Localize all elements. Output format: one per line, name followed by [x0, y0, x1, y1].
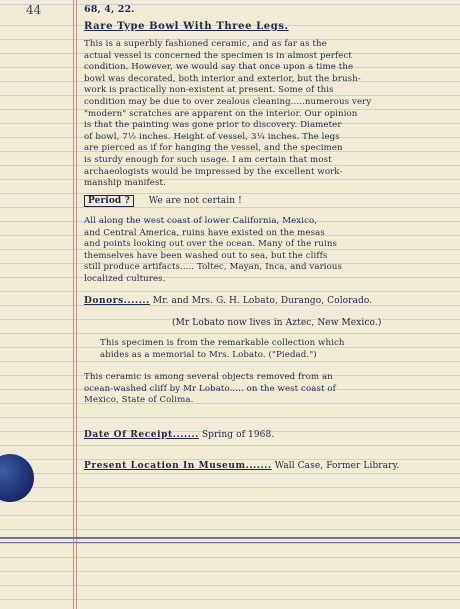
donors-label: Donors.......: [84, 296, 150, 306]
entry-title: Rare Type Bowl With Three Legs.: [84, 21, 289, 32]
donors-note: (Mr Lobato now lives in Aztec, New Mexico.): [172, 318, 382, 328]
memorial-paragraph: [100, 338, 452, 361]
provenance-line: Mexico, State of Colima.: [84, 395, 194, 406]
description-line: "modern" scratches are apparent on the interior. Our opinion: [84, 108, 358, 119]
receipt-label: Date Of Receipt.......: [84, 430, 199, 440]
double-rule: [0, 537, 460, 539]
description-paragraph: [84, 39, 456, 190]
period-paragraph: [84, 216, 456, 286]
donors-line: [84, 296, 456, 308]
period-text-line: still produce artifacts..... Toltec, Mayan, Inca, and various: [84, 262, 343, 273]
location-value: Wall Case, Former Library.: [274, 461, 400, 471]
receipt-line: [84, 430, 456, 442]
description-line: is sturdy enough for such usage. I am certain that most: [84, 154, 332, 165]
location-line: [84, 461, 456, 473]
description-line: is that the painting was gone prior to discovery. Diameter: [84, 120, 342, 131]
provenance-line: ocean-washed cliff by Mr Lobato..... on the west coast of: [84, 383, 336, 394]
period-text-line: localized cultures.: [84, 273, 166, 284]
description-line: are pierced as if for hanging the vessel, and the specimen: [84, 143, 343, 154]
description-line: condition may be due to over zealous cleaning.....numerous very: [84, 96, 372, 107]
margin-line: [73, 0, 74, 609]
description-line: condition. However, we would say that once upon a time the: [84, 62, 354, 73]
margin-line: [76, 0, 77, 609]
description-line: bowl was decorated, both interior and exterior, but the brush-: [84, 73, 361, 84]
period-text-line: and Central America, ruins have existed on the mesas: [84, 227, 325, 238]
period-text-line: All along the west coast of lower California, Mexico,: [84, 216, 318, 226]
period-text-line: themselves have been washed out to sea, but the cliffs: [84, 250, 328, 261]
provenance-line: This ceramic is among several objects removed from an: [84, 372, 333, 382]
period-value: We are not certain !: [148, 196, 242, 206]
entry-date: 68, 4, 22.: [84, 4, 135, 15]
description-line: work is practically non-existent at present. Some of this: [84, 85, 334, 96]
memorial-line: This specimen is from the remarkable collection which: [100, 338, 345, 348]
description-line: actual vessel is concerned the specimen is in almost perfect: [84, 50, 352, 61]
binding-hole: [0, 454, 34, 502]
period-text-line: and points looking out over the ocean. Many of the ruins: [84, 239, 337, 250]
provenance-paragraph: [84, 372, 456, 407]
description-line: of bowl, 7½ inches. Height of vessel, 3¼ inches. The legs: [84, 131, 340, 142]
description-line: archaeologists would be impressed by the excellent work-: [84, 166, 343, 177]
period-line: [84, 196, 456, 208]
double-rule: [0, 542, 460, 543]
page-number: 44: [26, 3, 42, 17]
receipt-value: Spring of 1968.: [201, 430, 275, 440]
description-line: manship manifest.: [84, 178, 166, 189]
memorial-line: abides as a memorial to Mrs. Lobato. ("Piedad."): [100, 349, 317, 360]
location-label: Present Location In Museum.......: [84, 461, 272, 471]
donors-value: Mr. and Mrs. G. H. Lobato, Durango, Colorado.: [152, 296, 373, 306]
description-line: This is a superbly fashioned ceramic, and as far as the: [84, 39, 327, 49]
period-label: Period ?: [84, 195, 134, 207]
